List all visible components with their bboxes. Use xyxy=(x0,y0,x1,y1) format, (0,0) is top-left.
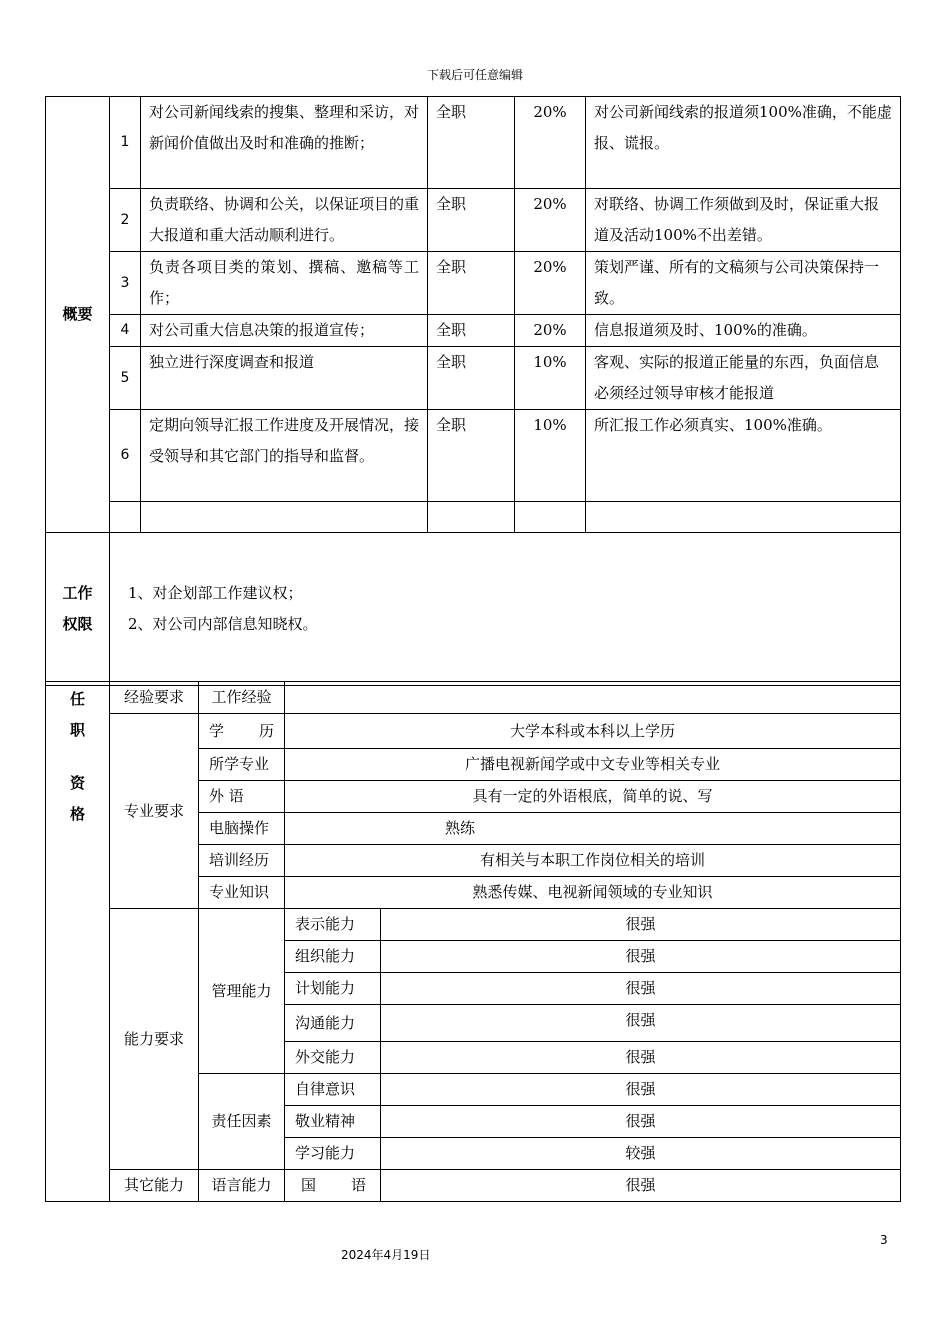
item-cell: 沟通能力 xyxy=(285,1005,381,1042)
duty-row xyxy=(46,410,901,502)
authority-label xyxy=(46,533,110,686)
duty-percent: 20% xyxy=(515,252,586,315)
duty-description: 独立进行深度调查和报道 xyxy=(141,347,428,410)
duty-number: 1 xyxy=(110,97,141,189)
value-cell: 很强 xyxy=(381,1074,901,1106)
category-cell: 经验要求 xyxy=(110,682,199,714)
value-cell: 很强 xyxy=(381,1170,901,1202)
item-cell: 计划能力 xyxy=(285,973,381,1005)
item-cell: 自律意识 xyxy=(285,1074,381,1106)
item-text: 国 语 xyxy=(301,1176,366,1194)
duty-standard: 对公司新闻线索的报道须100%准确，不能虚报、谎报。 xyxy=(586,97,901,189)
item-cell: 表示能力 xyxy=(285,909,381,941)
duty-type: 全职 xyxy=(428,315,515,347)
duty-percent: 10% xyxy=(515,347,586,410)
item-cell: 所学专业 xyxy=(199,749,285,781)
item-cell: 敬业精神 xyxy=(285,1106,381,1138)
duty-percent: 20% xyxy=(515,315,586,347)
value-cell: 熟练 xyxy=(285,813,901,845)
duty-row xyxy=(46,252,901,315)
item-text: 学 历 xyxy=(209,721,274,740)
professional-row xyxy=(46,714,901,749)
duty-type: 全职 xyxy=(428,252,515,315)
category-cell: 其它能力 xyxy=(110,1170,199,1202)
value-cell: 有相关与本职工作岗位相关的培训 xyxy=(285,845,901,877)
duty-percent: 20% xyxy=(515,97,586,189)
authority-section xyxy=(46,533,901,686)
duty-type: 全职 xyxy=(428,410,515,502)
qualification-label xyxy=(46,682,110,1202)
qualification-char: 格 xyxy=(69,805,85,823)
header-note: 下载后可任意编辑 xyxy=(426,68,523,82)
value-cell: 广播电视新闻学或中文专业等相关专业 xyxy=(285,749,901,781)
duty-row xyxy=(46,189,901,252)
duty-description: 对公司重大信息决策的报道宣传； xyxy=(141,315,428,347)
duty-number: 4 xyxy=(110,315,141,347)
empty-cell xyxy=(515,502,586,533)
duty-description: 负责联络、协调和公关，以保证项目的重大报道和重大活动顺利进行。 xyxy=(141,189,428,252)
value-cell xyxy=(285,682,901,714)
qualification-char: 资 xyxy=(69,774,85,792)
overview-label: 概要 xyxy=(46,97,110,533)
value-cell: 熟悉传媒、电视新闻领域的专业知识 xyxy=(285,877,901,909)
duty-number: 2 xyxy=(110,189,141,252)
page-number: 3 xyxy=(880,1233,888,1247)
duty-description: 定期向领导汇报工作进度及开展情况，接受领导和其它部门的指导和监督。 xyxy=(141,410,428,502)
item-cell: 学习能力 xyxy=(285,1138,381,1170)
authority-content xyxy=(110,533,901,686)
value-cell: 较强 xyxy=(381,1138,901,1170)
qualification-char: 职 xyxy=(69,721,85,739)
item-cell xyxy=(285,1170,381,1202)
experience-row xyxy=(46,682,901,714)
item-cell: 工作经验 xyxy=(199,682,285,714)
empty-cell xyxy=(141,502,428,533)
duty-row xyxy=(46,97,901,189)
other-ability-row xyxy=(46,1170,901,1202)
duty-type: 全职 xyxy=(428,347,515,410)
authority-item: 2、对公司内部信息知晓权。 xyxy=(128,615,318,633)
duty-standard: 客观、实际的报道正能量的东西，负面信息必须经过领导审核才能报道 xyxy=(586,347,901,410)
duties-table xyxy=(45,96,901,686)
ability-row xyxy=(46,909,901,941)
item-cell: 外交能力 xyxy=(285,1042,381,1074)
category-cell: 专业要求 xyxy=(110,714,199,909)
item-cell: 外 语 xyxy=(199,781,285,813)
item-cell xyxy=(199,714,285,749)
duty-number: 3 xyxy=(110,252,141,315)
empty-cell xyxy=(110,502,141,533)
duty-standard: 对联络、协调工作须做到及时，保证重大报道及活动100%不出差错。 xyxy=(586,189,901,252)
duty-row xyxy=(46,315,901,347)
duty-standard: 信息报道须及时、100%的准确。 xyxy=(586,315,901,347)
value-cell: 很强 xyxy=(381,1042,901,1074)
footer-date: 2024年4月19日 xyxy=(341,1248,431,1262)
category-cell: 能力要求 xyxy=(110,909,199,1170)
duty-percent: 10% xyxy=(515,410,586,502)
authority-label-line-1: 工作 xyxy=(62,584,93,602)
value-cell: 很强 xyxy=(381,909,901,941)
duty-number: 6 xyxy=(110,410,141,502)
duty-standard: 所汇报工作必须真实、100%准确。 xyxy=(586,410,901,502)
duty-standard: 策划严谨、所有的文稿须与公司决策保持一致。 xyxy=(586,252,901,315)
item-cell: 电脑操作 xyxy=(199,813,285,845)
authority-label-line-2: 权限 xyxy=(62,615,93,633)
subcategory-cell: 语言能力 xyxy=(199,1170,285,1202)
qualification-table xyxy=(45,681,901,1202)
empty-duty-row xyxy=(46,502,901,533)
overview-section xyxy=(46,97,901,533)
item-cell: 培训经历 xyxy=(199,845,285,877)
value-cell: 很强 xyxy=(381,941,901,973)
value-cell: 大学本科或本科以上学历 xyxy=(285,714,901,749)
duty-type: 全职 xyxy=(428,97,515,189)
empty-cell xyxy=(428,502,515,533)
authority-item: 1、对企划部工作建议权； xyxy=(128,584,303,602)
value-cell: 很强 xyxy=(381,1005,901,1042)
item-cell: 组织能力 xyxy=(285,941,381,973)
duty-number: 5 xyxy=(110,347,141,410)
empty-cell xyxy=(586,502,901,533)
item-cell: 专业知识 xyxy=(199,877,285,909)
qualification-char: 任 xyxy=(69,690,85,708)
value-cell: 很强 xyxy=(381,1106,901,1138)
duty-description: 负责各项目类的策划、撰稿、邀稿等工作； xyxy=(141,252,428,315)
value-cell: 很强 xyxy=(381,973,901,1005)
duty-type: 全职 xyxy=(428,189,515,252)
value-cell: 具有一定的外语根底，简单的说、写 xyxy=(285,781,901,813)
subcategory-cell: 责任因素 xyxy=(199,1074,285,1170)
duty-percent: 20% xyxy=(515,189,586,252)
subcategory-cell: 管理能力 xyxy=(199,909,285,1074)
duty-row xyxy=(46,347,901,410)
duty-description: 对公司新闻线索的搜集、整理和采访，对新闻价值做出及时和准确的推断； xyxy=(141,97,428,189)
